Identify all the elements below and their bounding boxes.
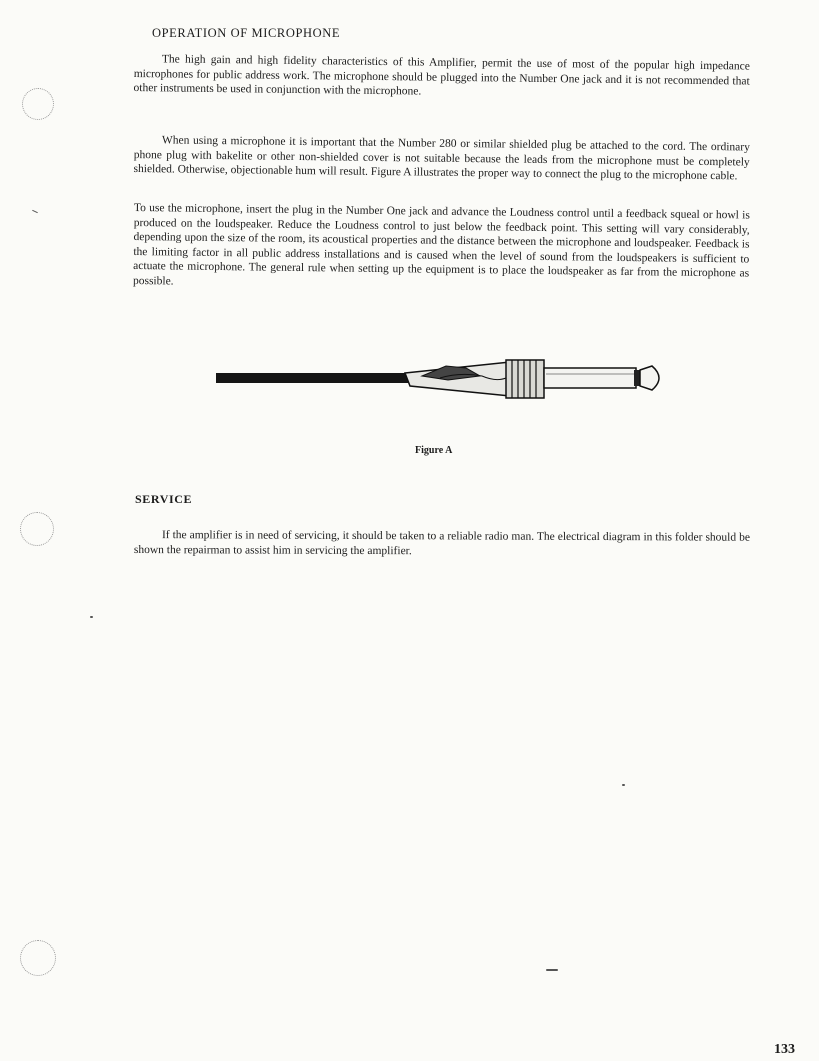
paragraph-text: The high gain and high fidelity characteristics of this Amplifier, permit the use of most of the popular high impedance microphones for public address work. The microphone should be plugged into the Number One jack and it is not recommended that other instruments be used in conjunction with the microphone.	[133, 53, 750, 98]
scan-speck	[90, 616, 93, 618]
paragraph-text: If the amplifier is in need of servicing, it should be taken to a reliable radio man. The electrical diagram in this folder should be shown the repairman to assist him in servicing the amplifier.	[133, 529, 750, 557]
paragraph-high-gain	[133, 52, 749, 103]
plug-shaft	[544, 368, 636, 388]
scan-speck	[32, 210, 38, 213]
punch-hole-mark	[20, 512, 54, 546]
plug-tip	[640, 366, 659, 390]
punch-hole-mark	[22, 88, 54, 120]
paragraph-feedback	[133, 201, 750, 296]
scan-speck	[622, 784, 625, 786]
phone-plug-illustration	[210, 352, 675, 402]
paragraph-text: When using a microphone it is important that the Number 280 or similar shielded plug be attached to the cord. The ordinary phone plug with bakelite or other non-shielded cover is not suitable because the leads from the microphone must be completely shielded. Otherwise, objectionable hum will result. Figure A illustrates the proper way to connect the plug to the microphone cable.	[133, 134, 750, 183]
paragraph-service	[134, 528, 750, 560]
paragraph-text: To use the microphone, insert the plug in the Number One jack and advance the Loudness control until a feedback squeal or howl is produced on the loudspeaker. Reduce the Loudness control to just below the feedback point. This setting will vary considerably, depending upon the size of the room, its acoustical properties and the distance between the microphone and loudspeaker. Feedback is the limiting factor in all public address installations and is caused when the level of sound from the loudspeakers is sufficient to actuate the microphone. The general rule when setting up the equipment is to place the loudspeaker as far from the microphone as possible.	[132, 201, 750, 288]
page-number: 133	[774, 1042, 795, 1057]
figure-caption: Figure A	[415, 445, 453, 456]
paragraph-shielded-plug	[133, 133, 749, 184]
microphone-cable	[216, 373, 414, 383]
plug-insulator-ring	[634, 370, 640, 386]
punch-hole-mark	[20, 940, 56, 976]
section-heading-operation-of-microphone: OPERATION OF MICROPHONE	[152, 26, 341, 40]
scan-speck	[546, 969, 558, 971]
section-heading-service: SERVICE	[135, 492, 193, 506]
